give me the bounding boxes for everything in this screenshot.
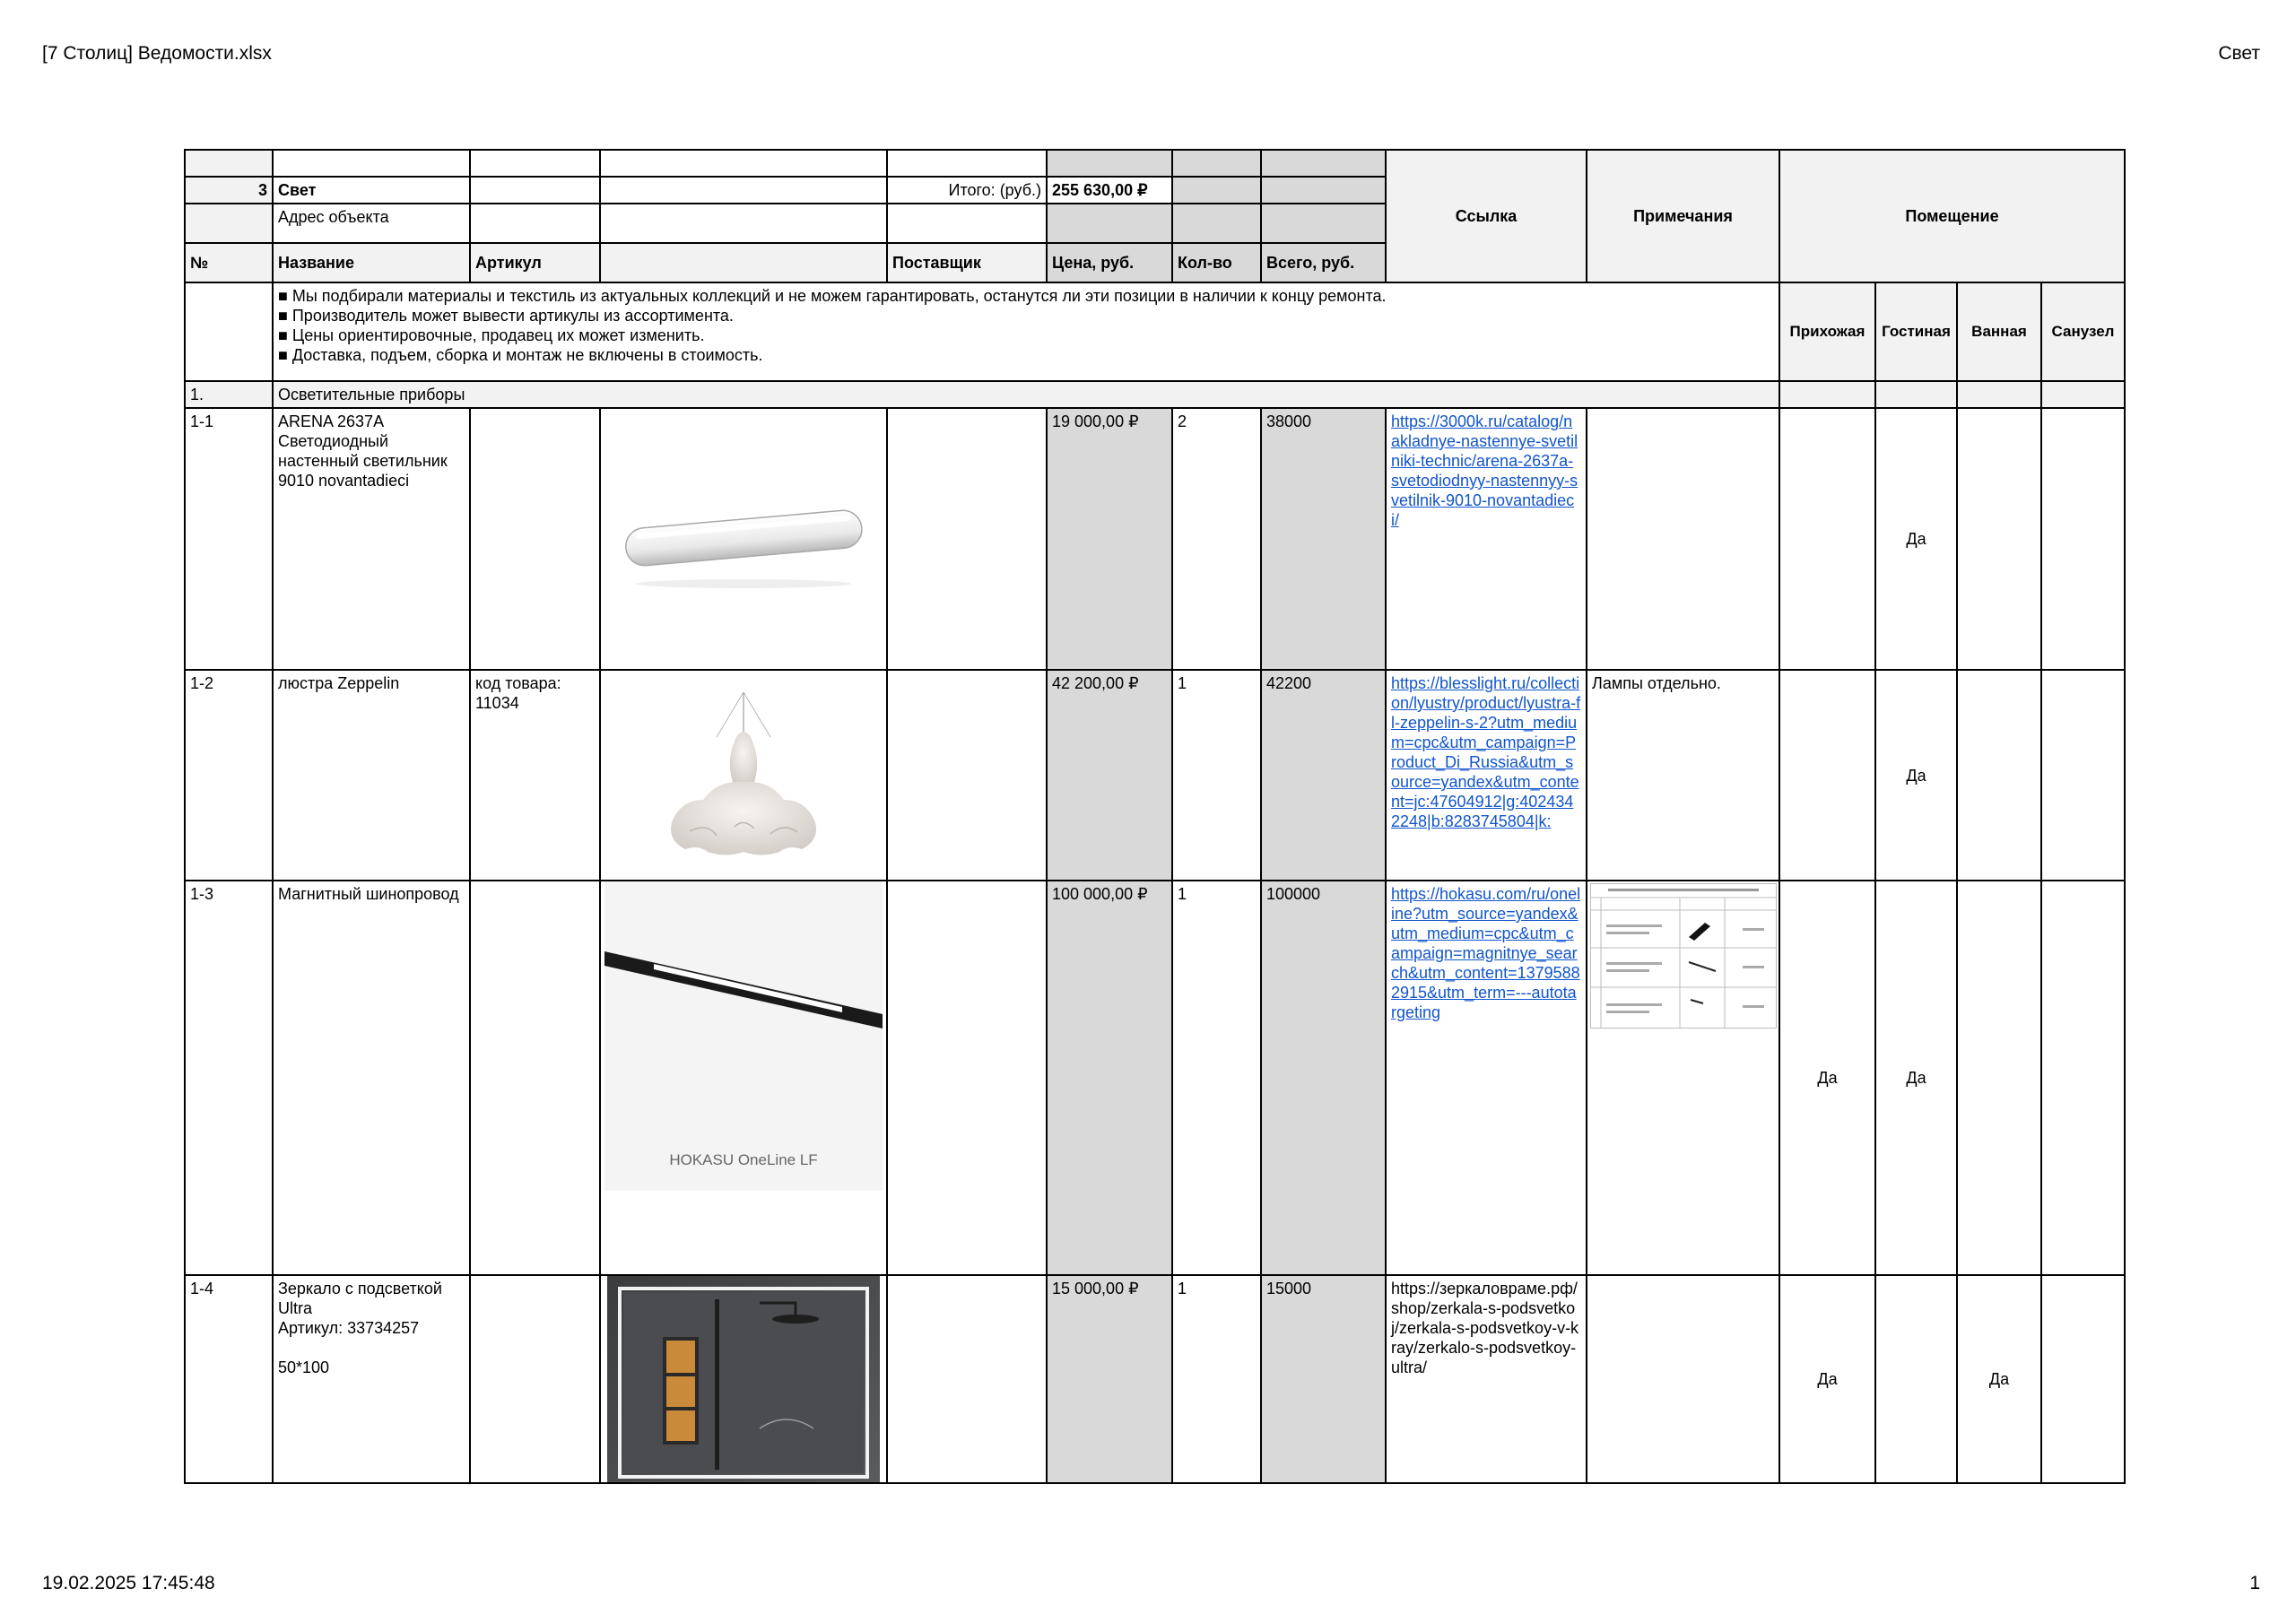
item-row [185, 408, 2125, 670]
item-article: код товара: 11034 [470, 670, 600, 881]
page-number: 1 [2249, 1573, 2260, 1593]
wall-light-image [609, 449, 878, 629]
item-qty: 1 [1172, 1275, 1261, 1483]
room-mark: Да [1875, 881, 1957, 1275]
item-sum: 38000 [1261, 408, 1386, 670]
item-image [600, 408, 887, 670]
item-supplier [887, 1275, 1047, 1483]
item-link[interactable]: https://3000k.ru/catalog/nakladnye-nastennye-svetilniki-technic/arena-2637a-svetodiodnyy-nastennyy-svetilnik-9010-novantadieci/ [1391, 412, 1578, 529]
item-image [600, 670, 887, 881]
col-header-supplier: Поставщик [887, 243, 1047, 282]
disclaimer-notes: ■ Мы подбирали материалы и текстиль из актуальных коллекций и не можем гарантировать, останутся ли эти позиции в наличии к концу ремонта. ■ Производитель может вывести артикулы из ассортимента. ■ Цены ориентировочные, продавец их может изменить. ■ Доставка, подъем, сборка и монтаж не включены в стоимость. [273, 282, 1587, 381]
item-link[interactable]: https://hokasu.com/ru/oneline?utm_source=yandex&utm_medium=cpc&utm_campaign=magnitnye_search&utm_content=13795882915&utm_term=---autotargeting [1391, 885, 1581, 1021]
mirror-image [607, 1276, 880, 1482]
spreadsheet-table [184, 149, 2126, 1484]
item-link: https://зеркаловраме.рф/shop/zerkala-s-podsvetkoj/zerkala-s-podsvetkoy-v-kray/zerkalo-s-podsvetkoy-ultra/ [1386, 1275, 1587, 1483]
room-mark [2041, 670, 2125, 881]
room-mark: Да [1875, 670, 1957, 881]
item-sum: 100000 [1261, 881, 1386, 1275]
group-row [185, 381, 2125, 408]
item-sum: 15000 [1261, 1275, 1386, 1483]
room-header-living: Гостиная [1875, 282, 1957, 381]
item-qty: 2 [1172, 408, 1261, 670]
room-mark [1957, 881, 2041, 1275]
total-value: 255 630,00 ₽ [1047, 177, 1172, 204]
item-article [470, 408, 600, 670]
col-header-name: Название [273, 243, 470, 282]
room-mark [1875, 1275, 1957, 1483]
item-num: 1-2 [185, 670, 273, 881]
col-header-notes: Примечания [1587, 150, 1779, 282]
disclaimer-row [185, 282, 2125, 381]
magnetic-track-image [604, 881, 883, 1150]
room-mark [2041, 881, 2125, 1275]
address-label: Адрес объекта [273, 204, 470, 243]
room-header-hallway: Прихожая [1779, 282, 1875, 381]
col-header-sum: Всего, руб. [1261, 243, 1386, 282]
header-row-blank [185, 150, 2125, 177]
col-header-article: Артикул [470, 243, 600, 282]
item-note [1587, 881, 1779, 1275]
item-row [185, 881, 2125, 1275]
room-mark [2041, 1275, 2125, 1483]
col-header-link: Ссылка [1386, 150, 1587, 282]
item-row [185, 670, 2125, 881]
room-mark [1957, 408, 2041, 670]
item-image [600, 1275, 887, 1483]
item-qty: 1 [1172, 881, 1261, 1275]
group-num: 1. [185, 381, 273, 408]
item-row [185, 1275, 2125, 1483]
item-link[interactable]: https://blesslight.ru/collection/lyustry/product/lyustra-fl-zeppelin-s-2?utm_medium=cpc&utm_campaign=Product_Di_Russia&utm_source=yandex&utm_content=jc:47604912|g:4024342248|b:8283745804|k: [1391, 674, 1581, 830]
item-article [470, 1275, 600, 1483]
room-header-toilet: Санузел [2041, 282, 2125, 381]
item-qty: 1 [1172, 670, 1261, 881]
item-name: ARENA 2637A Светодиодный настенный светильник 9010 novantadieci [273, 408, 470, 670]
room-mark: Да [1875, 408, 1957, 670]
item-price: 15 000,00 ₽ [1047, 1275, 1172, 1483]
item-article [470, 881, 600, 1275]
item-price: 42 200,00 ₽ [1047, 670, 1172, 881]
col-header-price: Цена, руб. [1047, 243, 1172, 282]
item-note [1587, 408, 1779, 670]
col-header-num: № [185, 243, 273, 282]
col-header-qty: Кол-во [1172, 243, 1261, 282]
item-price: 19 000,00 ₽ [1047, 408, 1172, 670]
item-image [600, 881, 887, 1275]
spec-table-thumbnail [1590, 883, 1777, 1028]
room-mark: Да [1779, 1275, 1875, 1483]
item-sum: 42200 [1261, 670, 1386, 881]
image-caption: HOKASU OneLine LF [669, 1151, 818, 1168]
room-mark: Да [1957, 1275, 2041, 1483]
sheet-name: Свет [2218, 43, 2260, 64]
document-title: [7 Столиц] Ведомости.xlsx [42, 43, 272, 64]
section-number: 3 [185, 177, 273, 204]
item-supplier [887, 408, 1047, 670]
item-name: люстра Zeppelin [273, 670, 470, 881]
item-price: 100 000,00 ₽ [1047, 881, 1172, 1275]
room-mark [1779, 670, 1875, 881]
item-num: 1-1 [185, 408, 273, 670]
room-header-bathroom: Ванная [1957, 282, 2041, 381]
item-name: Зеркало с подсветкой Ultra Артикул: 33734257 50*100 [273, 1275, 470, 1483]
item-supplier [887, 670, 1047, 881]
col-header-room: Помещение [1779, 150, 2125, 282]
item-num: 1-4 [185, 1275, 273, 1483]
total-label: Итого: (руб.) [887, 177, 1047, 204]
chandelier-image [654, 674, 833, 876]
section-title: Свет [273, 177, 470, 204]
item-note [1587, 1275, 1779, 1483]
item-note: Лампы отдельно. [1587, 670, 1779, 881]
print-timestamp: 19.02.2025 17:45:48 [42, 1573, 215, 1593]
room-mark: Да [1779, 881, 1875, 1275]
group-title: Осветительные приборы [273, 381, 1587, 408]
room-mark [2041, 408, 2125, 670]
item-num: 1-3 [185, 881, 273, 1275]
item-supplier [887, 881, 1047, 1275]
item-name: Магнитный шинопровод [273, 881, 470, 1275]
room-mark [1957, 670, 2041, 881]
room-mark [1779, 408, 1875, 670]
